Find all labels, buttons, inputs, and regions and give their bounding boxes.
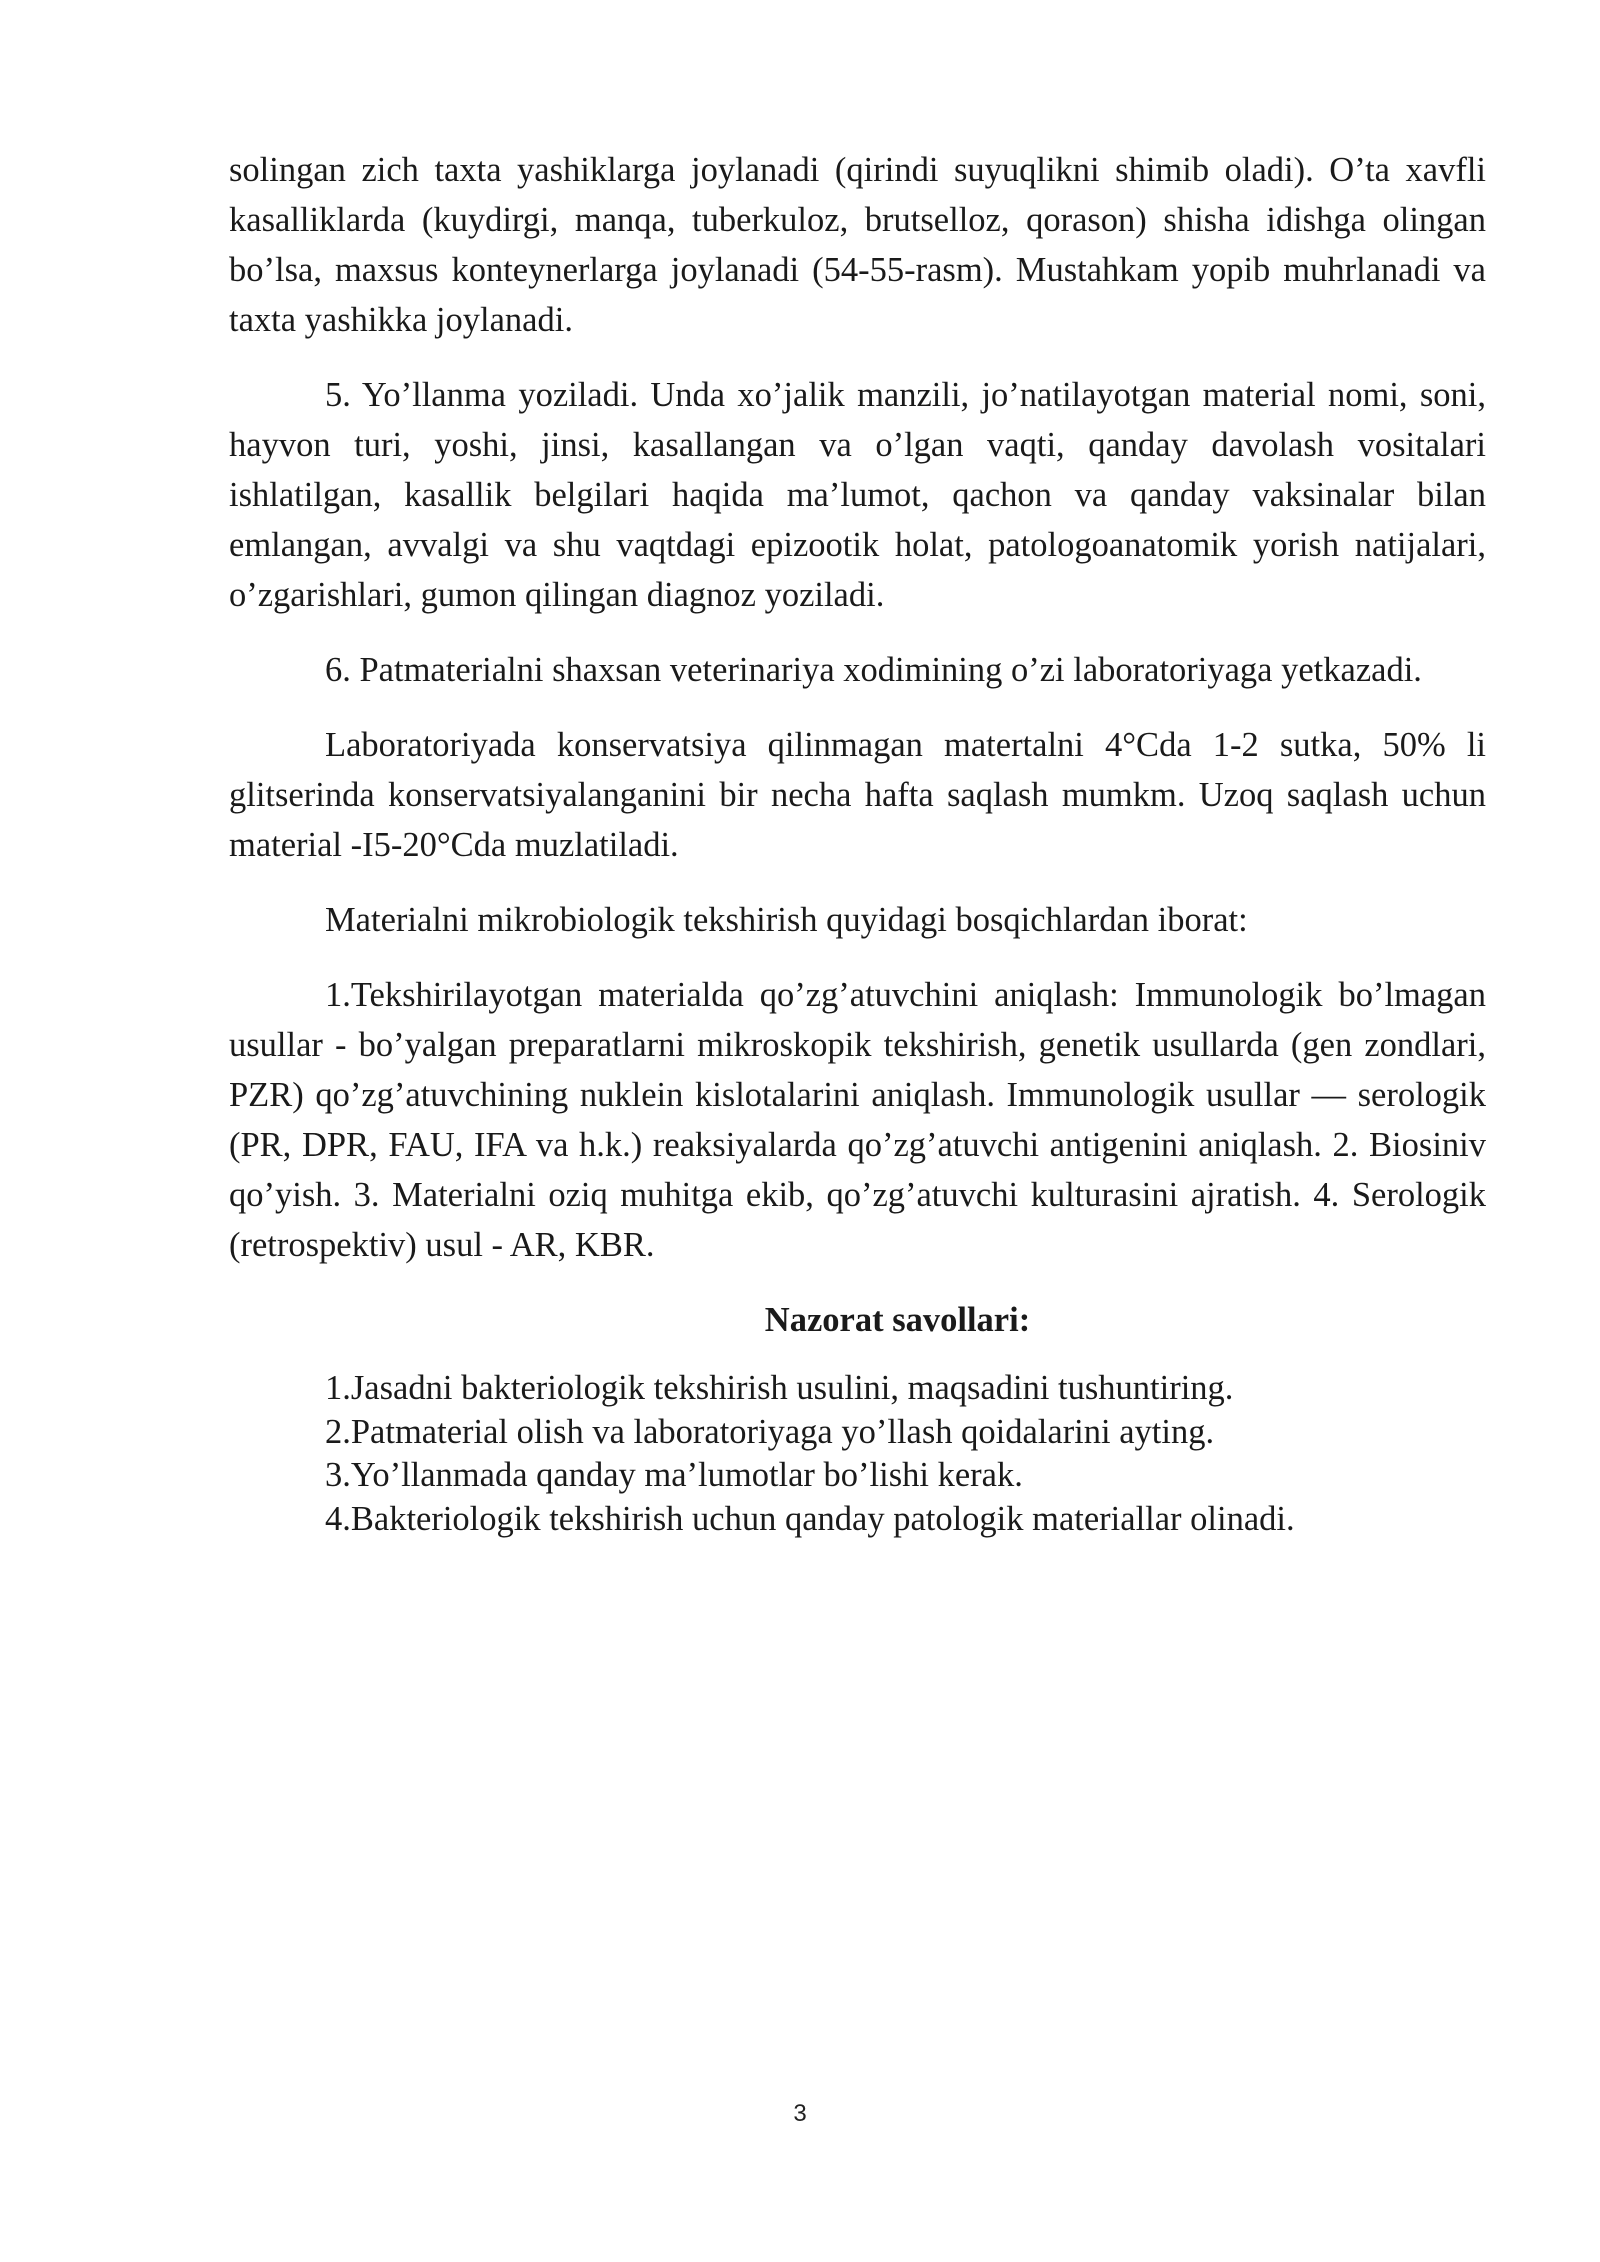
paragraph-storage: Laboratoriyada konservatsiya qilinmagan matertalni 4°Cda 1-2 sutka, 50% li glitserinda konservatsiyalanganini bir necha hafta saqlash mumkm. Uzoq saqlash uchun material -I5-20°Cda muzlatiladi. [229, 726, 1486, 864]
question-item: 4.Bakteriologik tekshirish uchun qanday patologik materiallar olinadi. [325, 1499, 1295, 1538]
paragraph-stages: 1.Tekshirilayotgan materialda qo’zg’atuvchini aniqlash: Immunologik bo’lmagan usullar - bo’yalgan preparatlarni mikroskopik tekshirish, genetik usullarda (gen zondlari, PZR) qo’zg’atuvchining nuklein kislotalarini aniqlash. Immunologik usullar — serologik (PR, DPR, FAU, IFA va h.k.) reaksiyalarda qo’zg’atuvchi antigenini aniqlash. 2. Biosiniv qo’yish. 3. Materialni oziq muhitga ekib, qo’zg’atuvchi kulturasini ajratish. 4. Serologik (retrospektiv) usul - AR, KBR. [229, 976, 1486, 1264]
questions-list [229, 1367, 1486, 1541]
paragraph-step-5: 5. Yo’llanma yoziladi. Unda xo’jalik manzili, jo’natilayotgan material nomi, soni, hayvon turi, yoshi, jinsi, kasallangan va o’lgan vaqti, qanday davolash vositalari ishlatilgan, kasallik belgilari haqida ma’lumot, qachon va qanday vaksinalar bilan emlangan, avvalgi va shu vaqtdagi epizootik holat, patologoanatomik yorish natijalari, o’zgarishlari, gumon qilingan diagnoz yoziladi. [229, 376, 1486, 614]
paragraph-stages-intro: Materialni mikrobiologik tekshirish quyidagi bosqichlardan iborat: [325, 901, 1248, 939]
question-item: 3.Yo’llanmada qanday ma’lumotlar bo’lishi kerak. [325, 1456, 1023, 1494]
paragraph-continuation: solingan zich taxta yashiklarga joylanadi (qirindi suyuqlikni shimib oladi). O’ta xavfli kasalliklarda (kuydirgi, manqa, tuberkuloz, brutselloz, qorason) shisha idishga olingan bo’lsa, maxsus konteynerlarga joylanadi (54-55-rasm). Mustahkam yopib muhrlanadi va taxta yashikka joylanadi. [229, 151, 1486, 339]
document-page [229, 145, 1486, 1541]
question-item: 1.Jasadni bakteriologik tekshirish usulini, maqsadini tushuntiring. [325, 1369, 1234, 1407]
page-number: 3 [793, 2100, 807, 2127]
questions-heading: Nazorat savollari: [764, 1301, 1031, 1339]
paragraph-step-6: 6. Patmaterialni shaxsan veterinariya xodimining o’zi laboratoriyaga yetkazadi. [325, 651, 1422, 689]
question-item: 2.Patmaterial olish va laboratoriyaga yo’llash qoidalarini ayting. [325, 1412, 1215, 1451]
